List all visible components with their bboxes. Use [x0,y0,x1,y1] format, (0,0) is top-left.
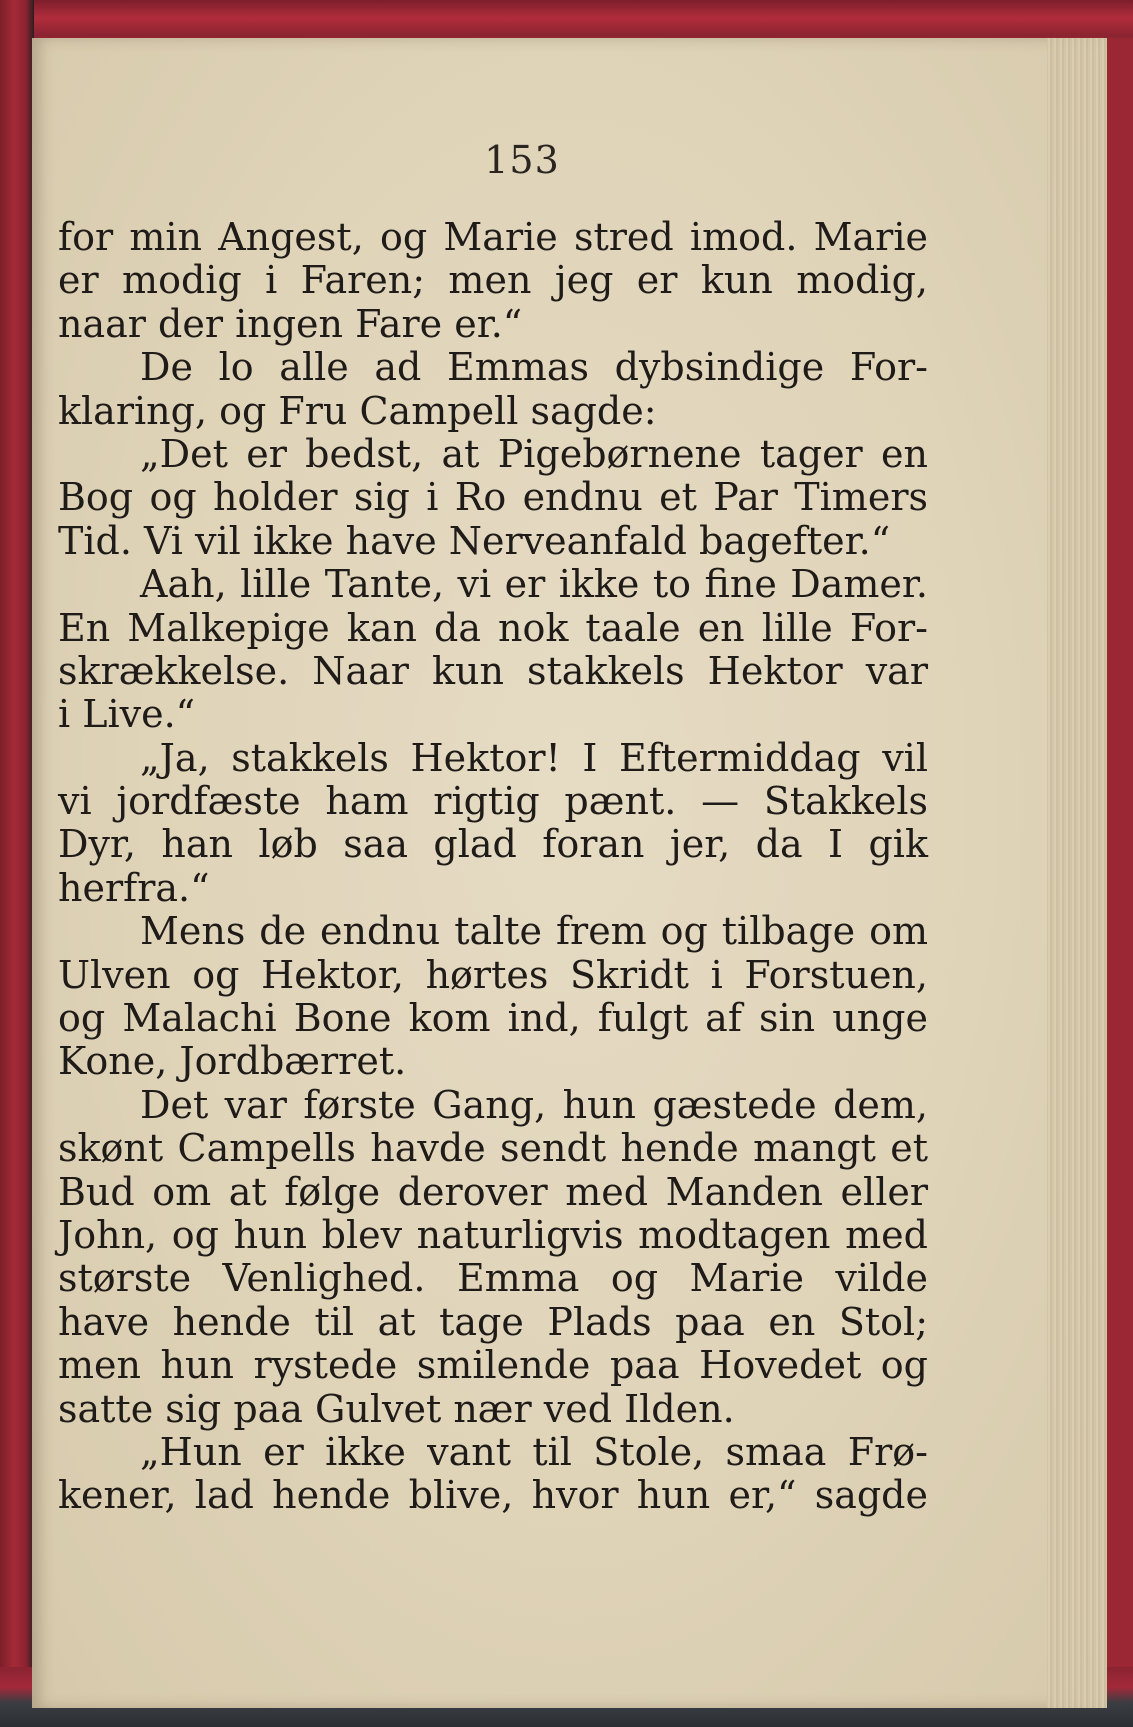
text-line: Bog og holder sig i Ro endnu et Par Timers [58,475,928,520]
text-line: kener, lad hende blive, hvor hun er,“ sagde [58,1473,928,1518]
text-line: klaring, og Fru Campell sagde: [58,388,657,433]
text-line: Tid. Vi vil ikke have Nerveanfald bagefter.“ [58,518,891,563]
text-line: herfra.“ [58,865,210,910]
text-line: naar der ingen Fare er.“ [58,301,523,346]
text-line: John, og hun blev naturligvis modtagen med [58,1212,928,1257]
text-line: have hende til at tage Plads paa en Stol; [58,1299,928,1344]
text-line: Kone, Jordbærret. [58,1039,407,1084]
text-line: vi jordfæste ham rigtig pænt. — Stakkels [58,779,928,824]
text-line: men hun rystede smilende paa Hovedet og [58,1343,928,1388]
text-line: Ulven og Hektor, hørtes Skridt i Forstuen, [58,952,928,997]
page-edges [1047,38,1107,1708]
text-line: for min Angest, og Marie stred imod. Marie [58,215,928,259]
text-line: „Det er bedst, at Pigebørnene tager en [140,431,928,476]
text-line: er modig i Faren; men jeg er kun modig, [58,258,928,303]
text-line: De lo alle ad Emmas dybsindige For- [140,345,928,390]
text-line: Bud om at følge derover med Manden eller [58,1169,928,1214]
text-line: En Malkepige kan da nok taale en lille For- [58,605,928,650]
text-line: „Ja, stakkels Hektor! I Eftermiddag vil [140,735,928,780]
text-line: Aah, lille Tante, vi er ikke to fine Damer. [140,562,928,607]
text-line: skønt Campells havde sendt hende mangt et [58,1126,928,1171]
book-page [32,38,1107,1708]
text-line: Mens de endnu talte frem og tilbage om [140,909,928,954]
text-line: største Venlighed. Emma og Marie vilde [58,1256,928,1301]
text-line: Dyr, han løb saa glad foran jer, da I gik [58,822,928,867]
page-number: 153 [484,138,560,182]
text-line: og Malachi Bone kom ind, fulgt af sin unge [58,996,928,1041]
text-line: i Live.“ [58,692,196,737]
text-line: skrækkelse. Naar kun stakkels Hektor var [58,648,928,693]
text-line: satte sig paa Gulvet nær ved Ilden. [58,1386,735,1431]
page-text [58,216,928,1518]
text-line: „Hun er ikke vant til Stole, smaa Frø- [140,1429,928,1474]
text-line: Det var første Gang, hun gæstede dem, [140,1082,928,1127]
